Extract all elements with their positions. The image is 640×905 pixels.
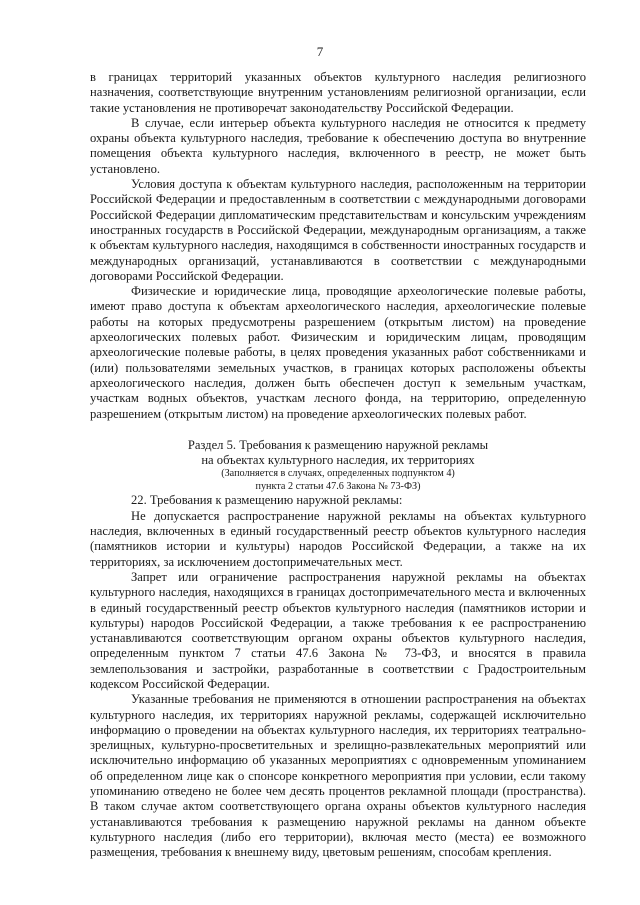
paragraph: Физические и юридические лица, проводящие археологические полевые работы, имеют право доступа к объектам археологического наследия, археологические полевые работы на которых предусмотрены разрешением (открытым листом) на проведение археологических полевых работ. Физическим и юридическим лицам, проводящим археологические полевые работы, в целях проведения указанных работ собственниками и (или) пользователями земельных участков, в границах которых расположены объекты археологического наследия, должен быть обеспечен доступ к земельным участкам, участкам водных объектов, участкам лесного фонда, на территорию, определенную разрешением (открытым листом) на проведение археологических полевых работ. <box>90 284 586 421</box>
paragraph: Запрет или ограничение распространения наружной рекламы на объектах культурного наследия, находящихся в границах достопримечательного места и включенных в единый государственный реестр объектов культурного наследия (памятников истории и культуры) народов Российской Федерации, а также требования к ее распространению устанавливаются соответствующим органом охраны объектов культурного наследия, определенным пунктом 7 статьи 47.6 Закона № 73-ФЗ, и вносятся в правила землепользования и застройки, разработанные в соответствии с Градостроительным кодексом Российской Федерации. <box>90 569 586 691</box>
paragraph: Не допускается распространение наружной рекламы на объектах культурного наследия, включенных в единый государственный реестр объектов культурного наследия (памятников истории и культуры) народов Российской Федерации, а также на их территориях, за исключением достопримечательных мест. <box>90 508 586 569</box>
document-body <box>90 70 586 861</box>
item-heading: 22. Требования к размещению наружной рекламы: <box>131 493 403 508</box>
paragraph: В случае, если интерьер объекта культурного наследия не относится к предмету охраны объекта культурного наследия, требование к обеспечению доступа во внутренние помещения объекта культурного наследия, включенного в реестр, не может быть установлено. <box>90 115 586 176</box>
section-title-line-2: на объектах культурного наследия, их территориях <box>201 453 475 468</box>
paragraph: Указанные требования не применяются в отношении распространения на объектах культурного наследия, их территориях наружной рекламы, содержащей исключительно информацию о проведении на объектах культурного наследия, их территориях театрально-зрелищных, культурно-просветительных и зрелищно-развлекательных мероприятий или исключительно информацию об указанных мероприятиях с одновременным упоминанием об определенном лице как о спонсоре конкретного мероприятия при условии, если такому упоминанию отведено не более чем десять процентов рекламной площади (пространства). В таком случае актом соответствующего органа охраны объектов культурного наследия устанавливаются требования к размещению наружной рекламы на данном объекте культурного наследия (либо его территории), включая место (места) ее возможного размещения, требования к внешнему виду, цветовым решениям, способам крепления. <box>90 692 586 860</box>
section-note-line-2: пункта 2 статьи 47.6 Закона № 73-ФЗ) <box>255 480 421 492</box>
paragraph: в границах территорий указанных объектов культурного наследия религиозного назначения, соответствующие внутренним установлениям религиозной организации, если такие установления не противоречат законодательству Российской Федерации. <box>90 70 586 115</box>
section-title-line-1: Раздел 5. Требования к размещению наружной рекламы <box>187 437 489 452</box>
section-note-line-1: (Заполняется в случаях, определенных подпунктом 4) <box>221 468 455 480</box>
paragraph: Условия доступа к объектам культурного наследия, расположенным на территории Российской Федерации и предоставленным в соответствии с международными договорами Российской Федерации дипломатическим представительствам и консульским учреждениям иностранных государств в Российской Федерации, международным организациям, а также к объектам культурного наследия, находящимся в собственности иностранных государств и международных организаций, устанавливаются в соответствии с международными договорами Российской Федерации. <box>90 177 586 283</box>
section-spacer <box>90 422 586 438</box>
page-number: 7 <box>316 44 324 59</box>
